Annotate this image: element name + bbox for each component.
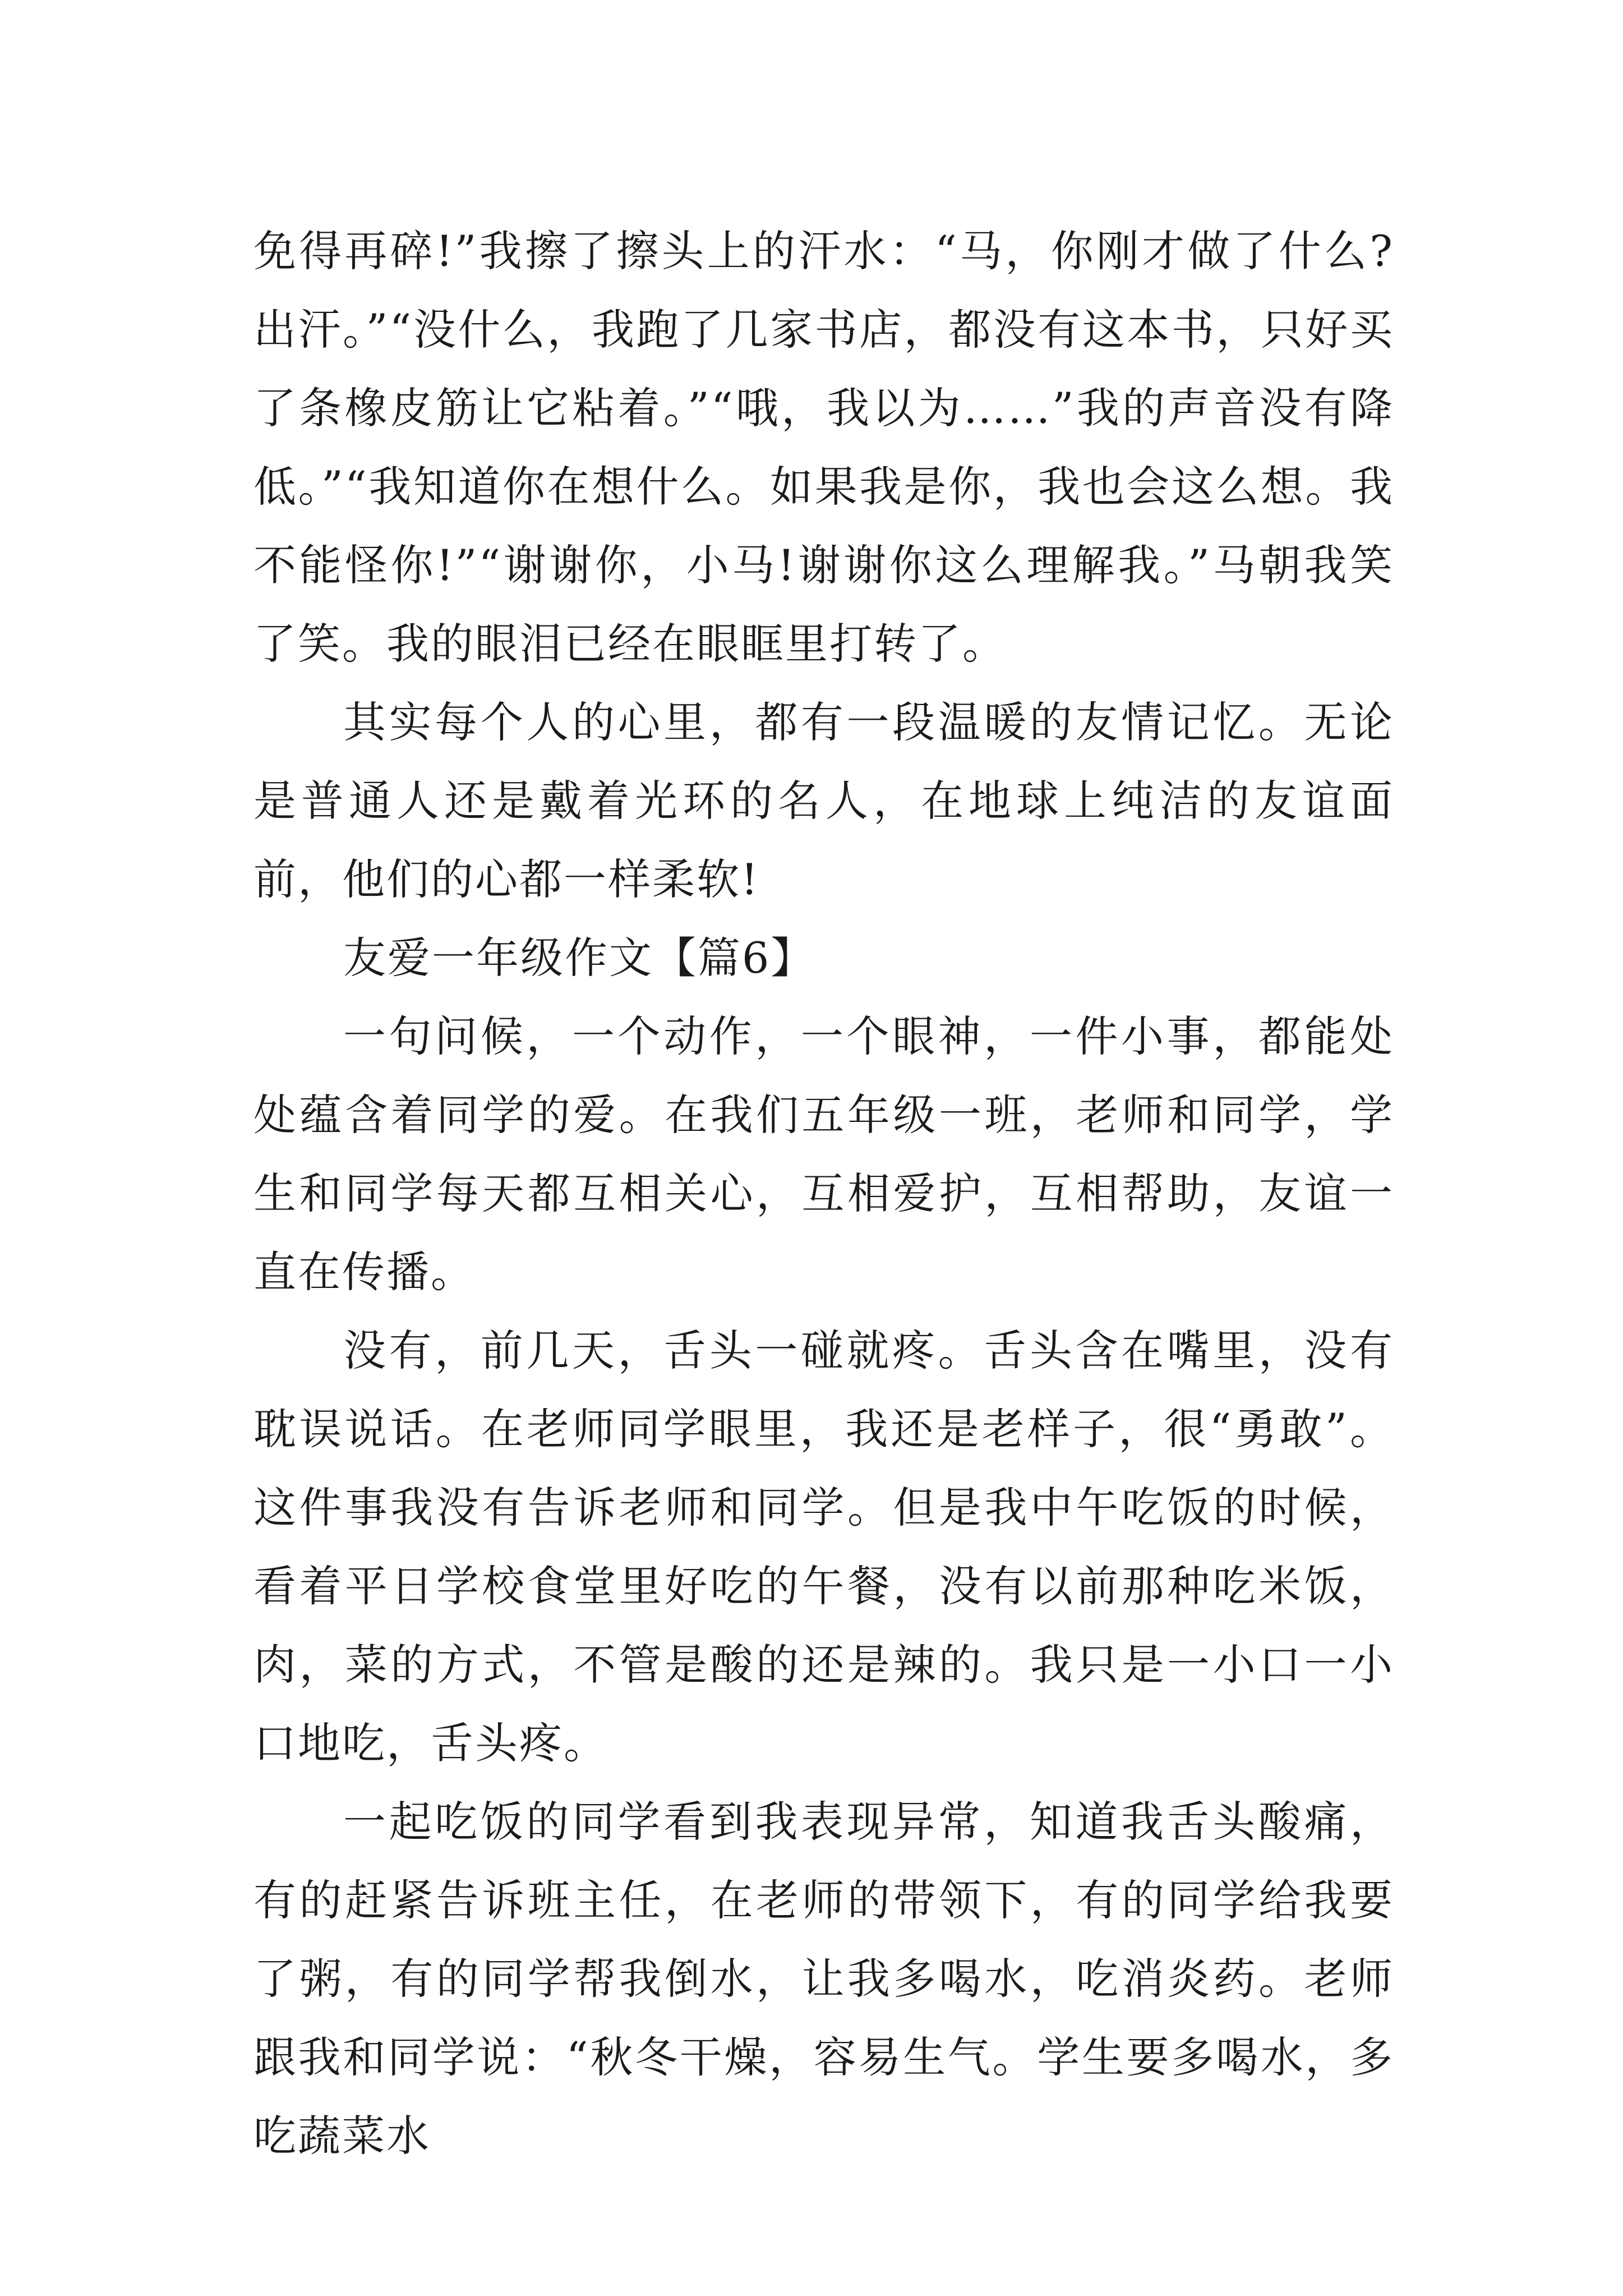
paragraph-class-love: 一句问候，一个动作，一个眼神，一件小事，都能处处蕴含着同学的爱。在我们五年级一班，老师和同学，学生和同学每天都互相关心，互相爱护，互相帮助，友谊一直在传播。 [253, 1011, 1394, 1297]
paragraph-friendship-memory: 其实每个人的心里，都有一段温暖的友情记忆。无论是普通人还是戴着光环的名人，在地球上纯洁的友谊面前，他们的心都一样柔软! [253, 697, 1394, 904]
paragraph-continuation: 免得再碎!”我擦了擦头上的汗水：“马，你刚才做了什么?出汗。”“没什么，我跑了几家书店，都没有这本书，只好买了条橡皮筋让它粘着。”“哦，我以为……”我的声音没有降低。”“我知道你在想什么。如果我是你，我也会这么想。我不能怪你!”“谢谢你，小马!谢谢你这么理解我。”马朝我笑了笑。我的眼泪已经在眼眶里打转了。 [253, 226, 1394, 669]
paragraph-classmates-help: 一起吃饭的同学看到我表现异常，知道我舌头酸痛，有的赶紧告诉班主任，在老师的带领下，有的同学给我要了粥，有的同学帮我倒水，让我多喝水，吃消炎药。老师跟我和同学说：“秋冬干燥，容易生气。学生要多喝水，多吃蔬菜水 [253, 1797, 1394, 2161]
section-heading: 友爱一年级作文【篇6】 [343, 933, 815, 983]
document-body [253, 212, 1394, 2175]
paragraph-tongue-pain: 没有，前几天，舌头一碰就疼。舌头含在嘴里，没有耽误说话。在老师同学眼里，我还是老样子，很“勇敢”。这件事我没有告诉老师和同学。但是我中午吃饭的时候，看着平日学校食堂里好吃的午餐，没有以前那种吃米饭，肉，菜的方式，不管是酸的还是辣的。我只是一小口一小口地吃，舌头疼。 [253, 1326, 1394, 1768]
